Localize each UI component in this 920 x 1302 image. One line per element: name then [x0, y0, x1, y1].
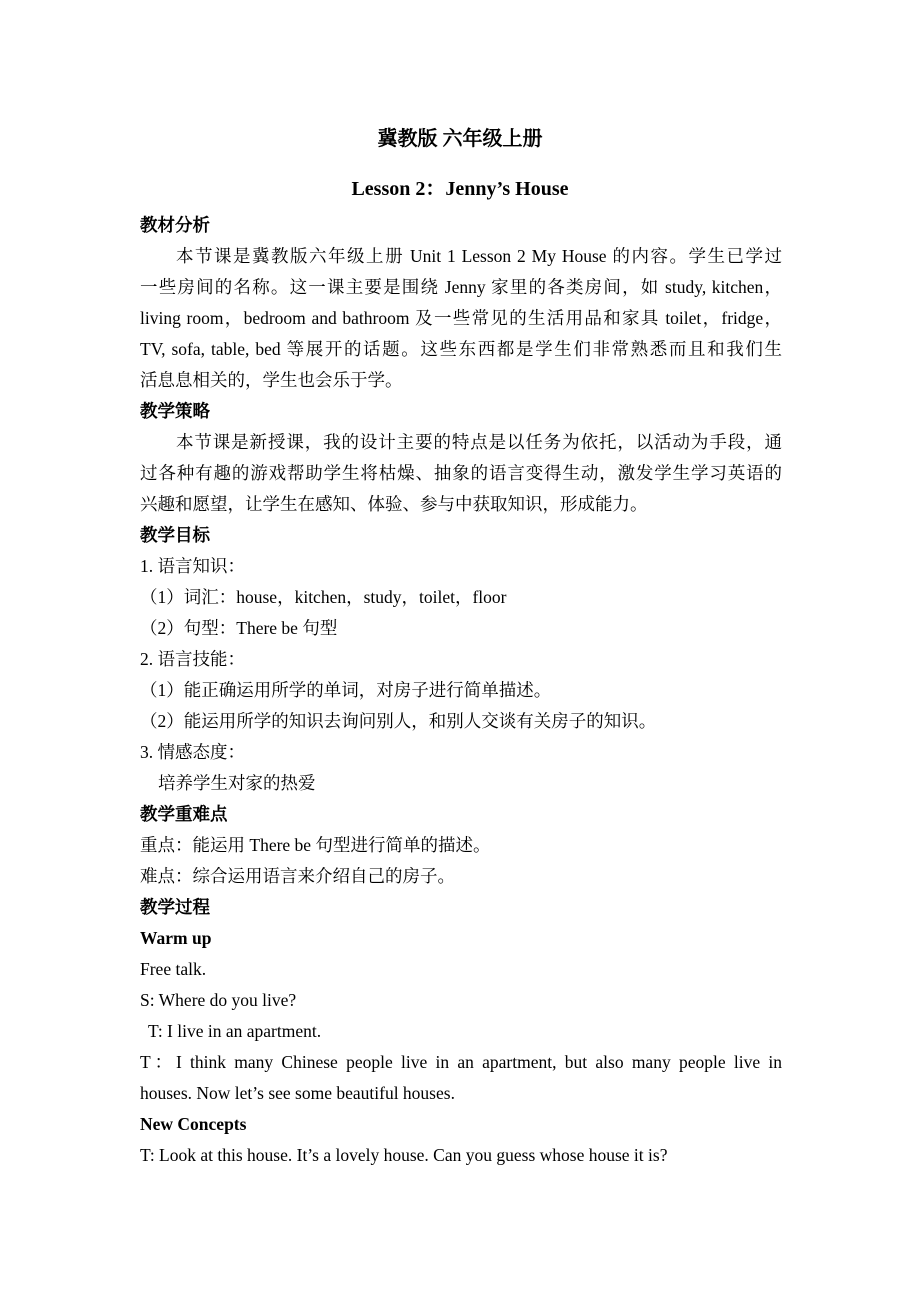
section-heading-strategy: 教学策略 [140, 401, 210, 421]
dialogue-line: T: Look at this house. It’s a lovely house. Can you guess whose house it is? [140, 1145, 668, 1165]
paragraph-line: 过各种有趣的游戏帮助学生将枯燥、抽象的语言变得生动，激发学生学习英语的 [140, 463, 782, 483]
dialogue-line: T：I think many Chinese people live in an apartment, but also many people live in [140, 1052, 782, 1072]
paragraph-line: 兴趣和愿望，让学生在感知、体验、参与中获取知识，形成能力。 [140, 494, 648, 514]
section-heading-process: 教学过程 [140, 897, 210, 917]
goal-item: （1）词汇：house，kitchen，study，toilet，floor [140, 587, 507, 607]
subheading-warm-up: Warm up [140, 928, 212, 948]
dialogue-line: T: I live in an apartment. [148, 1021, 322, 1041]
dialogue-line: houses. Now let’s see some beautiful houses. [140, 1083, 455, 1103]
paragraph-line: 本节课是冀教版六年级上册 Unit 1 Lesson 2 My House 的内容。学生已学过 [176, 246, 782, 266]
paragraph-line: TV, sofa, table, bed 等展开的话题。这些东西都是学生们非常熟悉而且和我们生 [140, 339, 782, 359]
lesson-title: Lesson 2：Jenny’s House [351, 178, 569, 200]
goal-item: 培养学生对家的热爱 [158, 773, 316, 793]
document-title: 冀教版 六年级上册 [377, 128, 543, 150]
section-heading-analysis: 教材分析 [140, 215, 210, 235]
key-point: 重点：能运用 There be 句型进行简单的描述。 [140, 835, 491, 855]
goal-item: 1. 语言知识： [140, 556, 245, 576]
goal-item: 2. 语言技能： [140, 649, 245, 669]
key-point: 难点：综合运用语言来介绍自己的房子。 [140, 866, 455, 886]
section-heading-goals: 教学目标 [140, 525, 210, 545]
paragraph-line: 活息息相关的，学生也会乐于学。 [140, 370, 403, 390]
document-body [140, 210, 782, 1171]
goal-item: （2）句型：There be 句型 [140, 618, 338, 638]
subheading-new-concepts: New Concepts [140, 1114, 247, 1134]
goal-item: 3. 情感态度： [140, 742, 245, 762]
section-heading-key-points: 教学重难点 [140, 804, 228, 824]
dialogue-line: S: Where do you live? [140, 990, 297, 1010]
dialogue-line: Free talk. [140, 959, 207, 979]
paragraph-line: living room，bedroom and bathroom 及一些常见的生活用品和家具 toilet，fridge， [140, 308, 782, 328]
paragraph-line: 一些房间的名称。这一课主要是围绕 Jenny 家里的各类房间，如 study, kitchen， [140, 277, 782, 297]
paragraph-line: 本节课是新授课，我的设计主要的特点是以任务为依托，以活动为手段，通 [176, 432, 782, 452]
goal-item: （1）能正确运用所学的单词，对房子进行简单描述。 [140, 680, 552, 700]
goal-item: （2）能运用所学的知识去询问别人，和别人交谈有关房子的知识。 [140, 711, 657, 731]
